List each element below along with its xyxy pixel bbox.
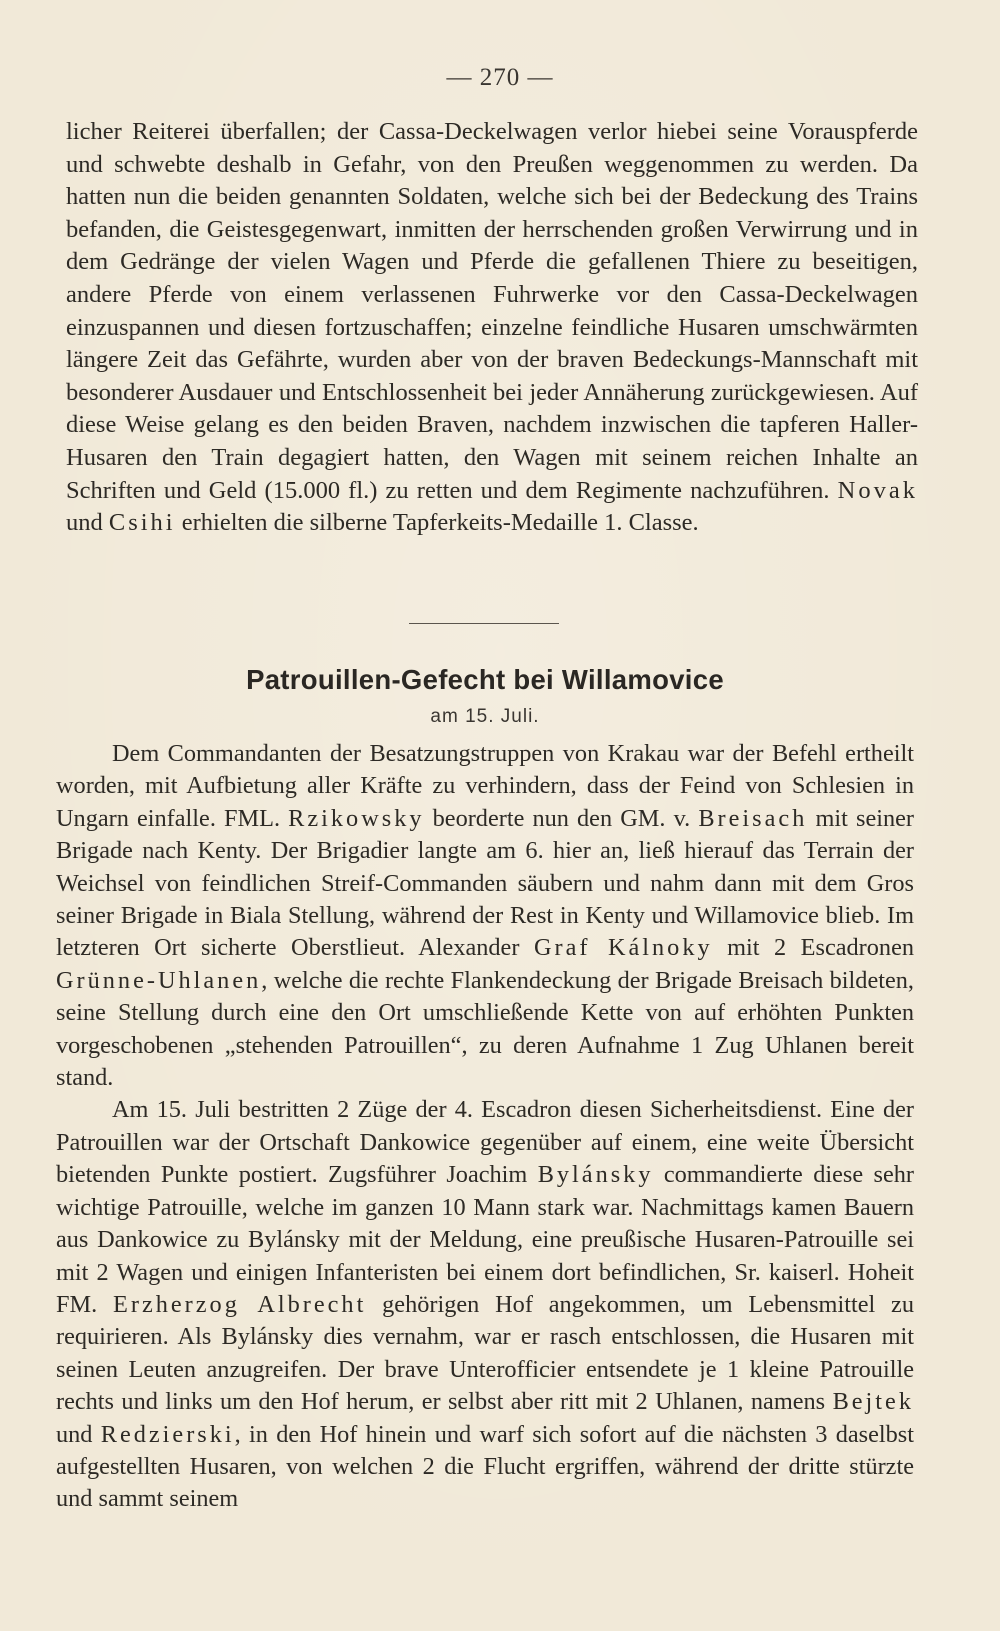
- top-paragraph-end: erhielten die silberne Tapferkeits-Medaille 1. Classe.: [175, 509, 699, 537]
- paragraph-2-part-c: gehörigen Hof angekommen, um Lebensmittel zu requirieren. Als Bylánsky dies vernahm, war er rasch entschlossen, die Husaren mit seinen Leuten anzugreifen. Der brave Unterofficier entsendete je 1 kleine Patrouille rechts und links um den Hof herum, er selbst aber ritt mit 2 Uhlanen, namens: [56, 1290, 914, 1416]
- top-paragraph-block: [66, 116, 918, 540]
- paragraph-1-part-d: mit 2 Escadronen: [712, 934, 914, 962]
- paragraph-1-part-c: mit seiner Brigade nach Kenty. Der Brigadier langte am 6. hier an, ließ hierauf das Terrain der Weichsel von feindlichen Streif-Commanden säubern und nahm dann mit dem Gros seiner Brigade in Biala Stellung, während der Rest in Kenty und Willamovice blieb. Im letzteren Ort sicherte Oberstlieut. Alexander: [56, 804, 915, 962]
- page-number: — 270 —: [446, 64, 554, 91]
- paragraph-2-connector: und: [56, 1420, 101, 1448]
- section-title: Patrouillen-Gefecht bei Willamovice: [246, 664, 724, 695]
- paragraph-2-part-d: , in den Hof hinein und warf sich sofort auf die nächsten 3 daselbst aufgestellten Husaren, von welchen 2 die Flucht ergriffen, während der dritte stürzte und sammt seinem: [56, 1420, 914, 1513]
- section-separator: [409, 623, 559, 624]
- top-paragraph-text: licher Reiterei überfallen; der Cassa-Deckelwagen verlor hiebei seine Vorauspferde und schwebte deshalb in Gefahr, von den Preußen weggenommen zu werden. Da hatten nun die beiden genannten Soldaten, welche sich bei der Bedeckung des Trains befanden, die Geistesgegenwart, inmitten der herrschenden großen Verwirrung und in dem Gedränge der vielen Wagen und Pferde die gefallenen Thiere zu beseitigen, andere Pferde von einem verlassenen Fuhrwerke vor den Cassa-Deckelwagen einzuspannen und diesen fortzuschaffen; einzelne feindliche Husaren umschwärmten längere Zeit das Gefährte, wurden aber von der braven Bedeckungs-Mannschaft mit besonderer Ausdauer und Entschlossenheit bei jeder Annäherung zurückgewiesen. Auf diese Weise gelang es den beiden Braven, nachdem inzwischen die tapferen Haller-Husaren den Train degagiert hatten, den Wagen mit seinem reichen Inhalte an Schriften und Geld (15.000 fl.) zu retten und dem Regimente nachzuführen.: [66, 118, 918, 504]
- top-paragraph: [66, 116, 918, 540]
- paragraph-1: [56, 738, 914, 1094]
- name-grunne-uhlanen: Grünne-Uhlanen: [56, 966, 262, 994]
- top-paragraph-space: [830, 477, 838, 504]
- name-bejtek: Bejtek: [832, 1388, 914, 1416]
- name-rzikowsky: Rzikowsky: [288, 804, 425, 832]
- main-text-block: [56, 738, 914, 1516]
- name-erzherzog-albrecht: Erzherzog Albrecht: [113, 1290, 367, 1318]
- paragraph-1-part-a: Dem Commandanten der Besatzungstruppen von Krakau war der Befehl ertheilt worden, mit Aufbietung aller Kräfte zu verhindern, dass der Feind von Schlesien in Ungarn einfalle. FML.: [56, 740, 914, 832]
- name-kalnoky: Graf Kálnoky: [533, 934, 713, 962]
- name-bylansky: Bylánsky: [537, 1161, 654, 1189]
- paragraph-2-part-b: commandierte diese sehr wichtige Patrouille, welche im ganzen 10 Mann stark war. Nachmittags kamen Bauern aus Dankowice zu Bylánsky mit der Meldung, eine preußische Husaren-Patrouille sei mit 2 Wagen und einigen Infanteristen bei einem dort befindlichen, Sr. kaiserl. Hoheit FM.: [56, 1161, 914, 1318]
- name-breisach: Breisach: [698, 804, 808, 832]
- name-redzierski: Redzierski: [100, 1420, 235, 1448]
- top-paragraph-connector: und: [66, 509, 109, 537]
- paragraph-2-part-a: Am 15. Juli bestritten 2 Züge der 4. Escadron diesen Sicherheitsdienst. Eine der Patrouillen war der Ortschaft Dankowice gegenüber auf einem, eine weite Übersicht bietenden Punkte postiert. Zugsführer Joachim: [56, 1096, 914, 1189]
- name-novak: Novak: [837, 476, 918, 504]
- section-subtitle: am 15. Juli.: [430, 706, 540, 727]
- paragraph-1-part-b: beorderte nun den GM. v.: [424, 804, 699, 832]
- paragraph-2: [56, 1094, 914, 1515]
- name-csihi: Csihi: [108, 509, 176, 537]
- paragraph-1-part-e: , welche die rechte Flankendeckung der Brigade Breisach bildeten, seine Stellung durch eine den Ort umschließende Kette von auf erhöhten Punkten vorgeschobenen „stehenden Patrouillen“, zu deren Aufnahme 1 Zug Uhlanen bereit stand.: [56, 966, 914, 1092]
